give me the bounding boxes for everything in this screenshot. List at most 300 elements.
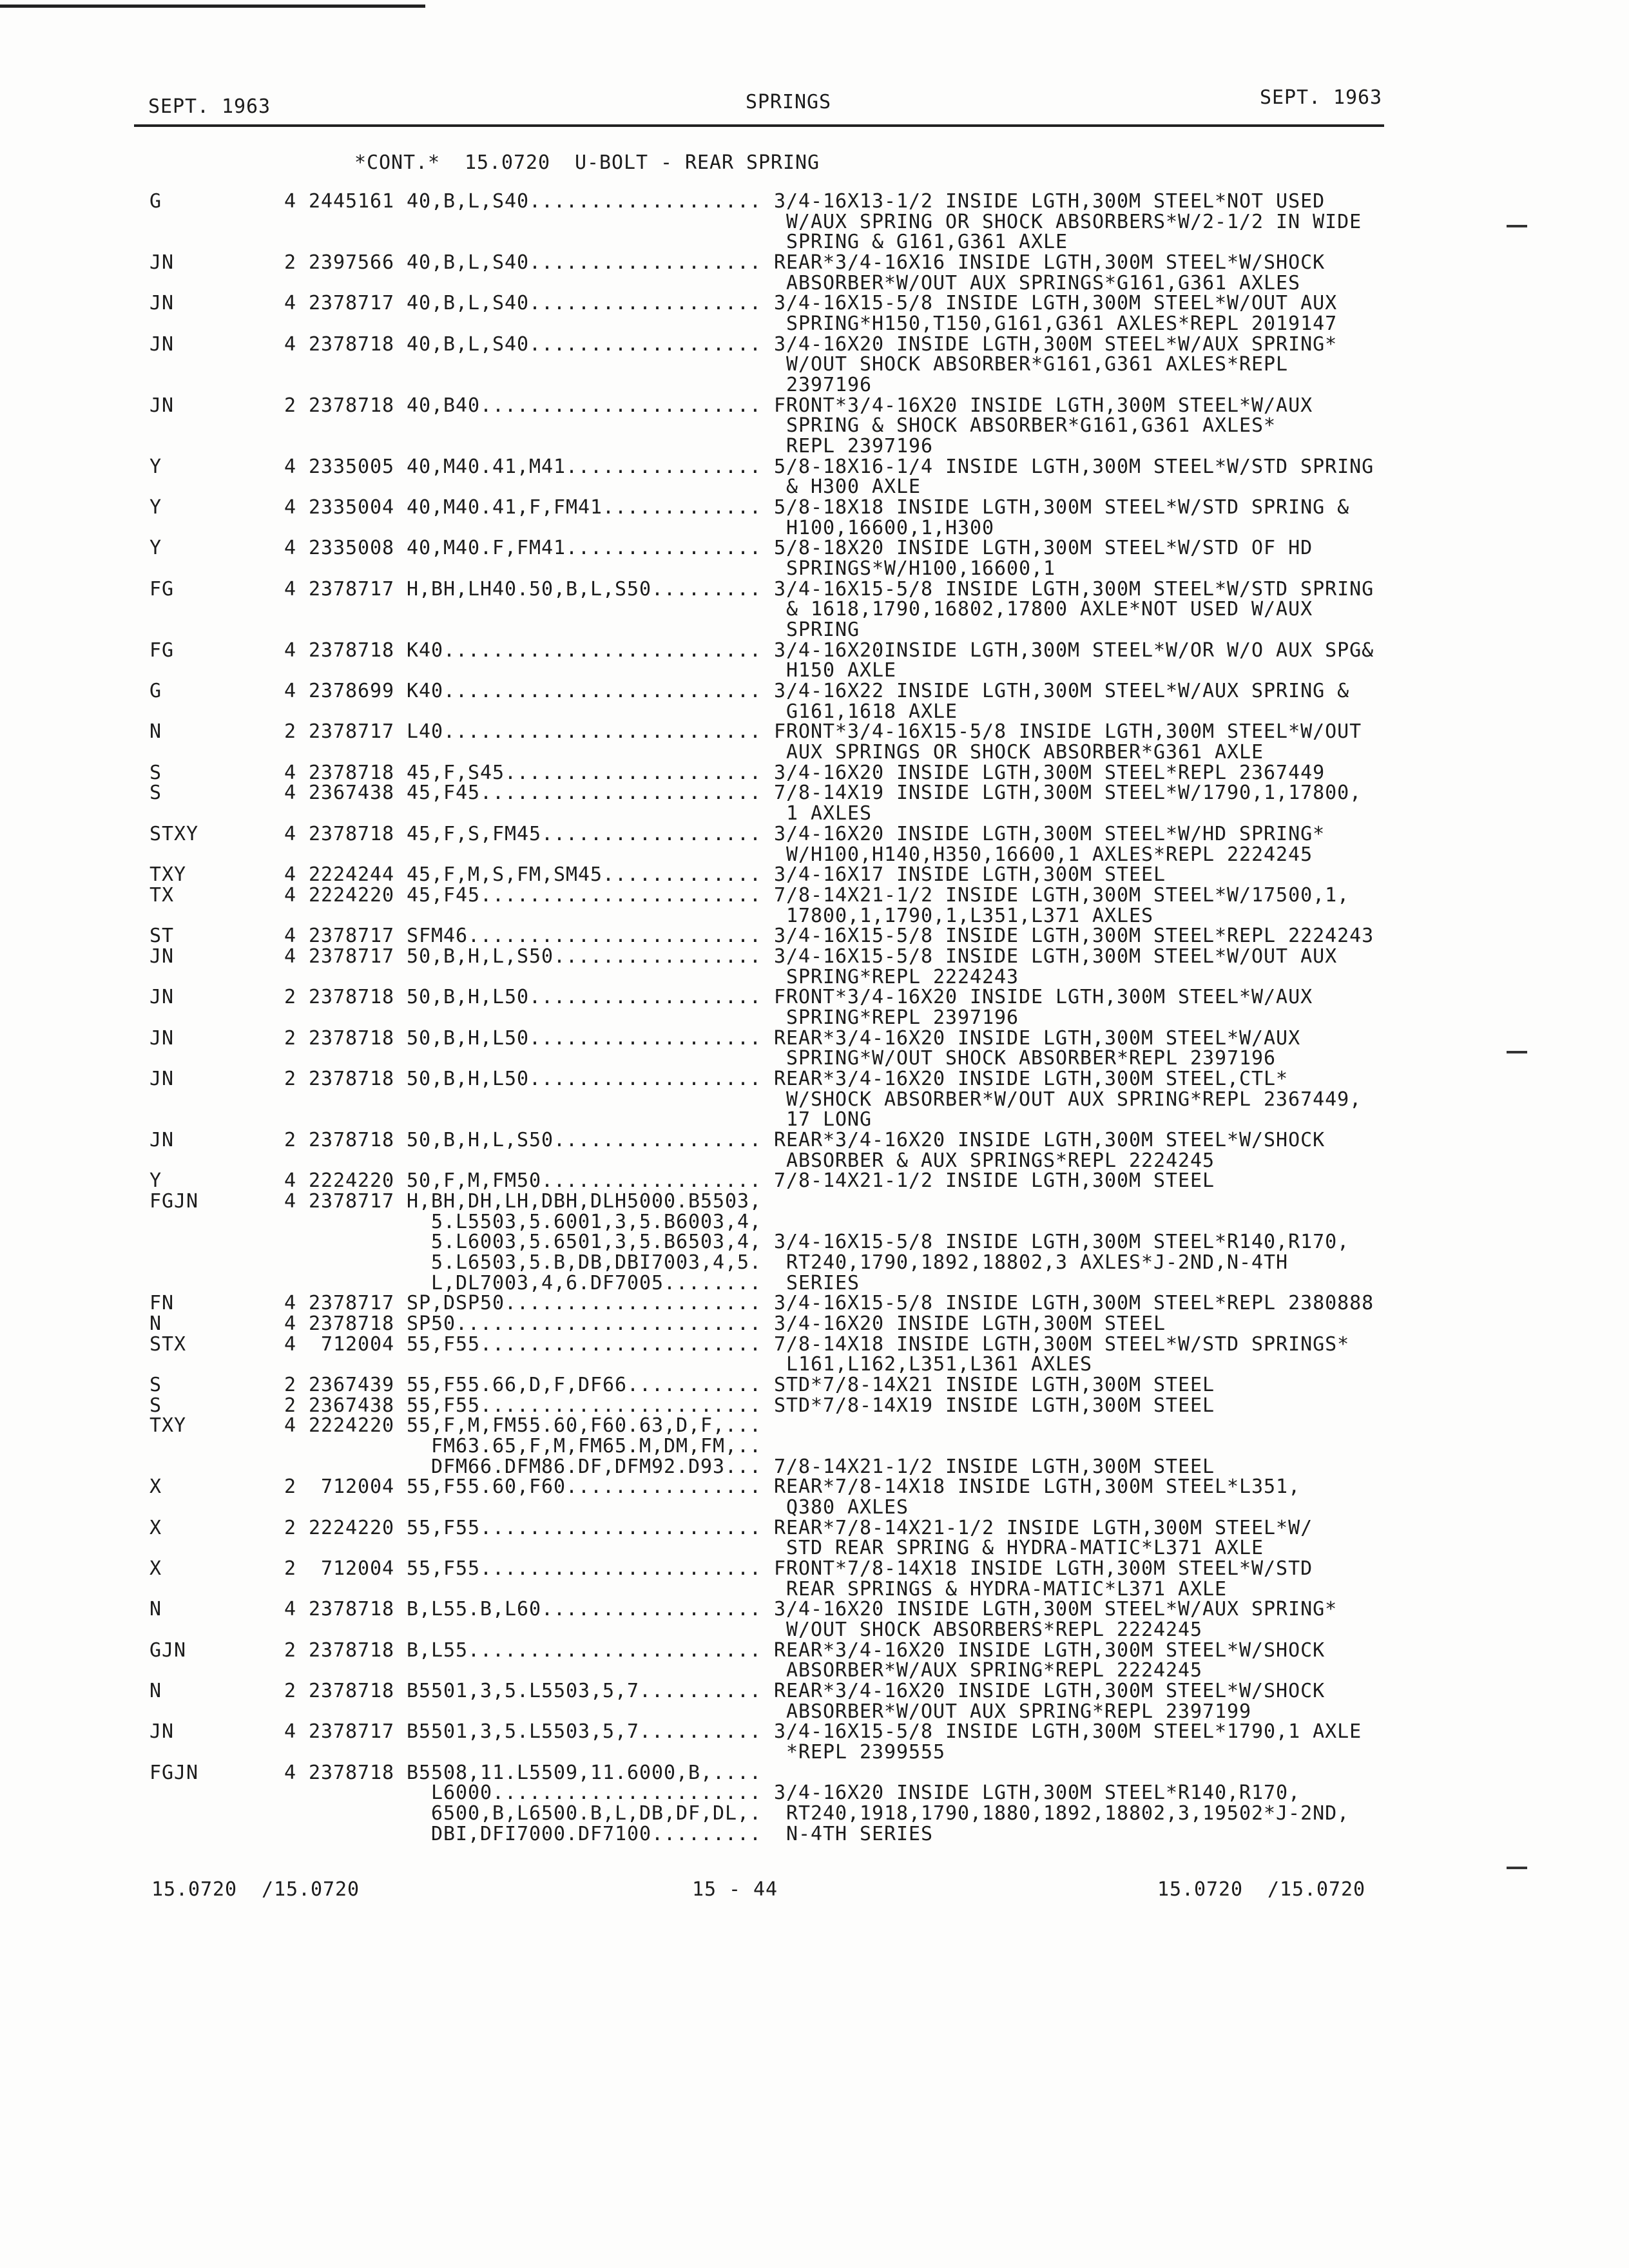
entry-line	[149, 1110, 1567, 1130]
entry-description: FRONT*3/4-16X15-5/8 INSIDE LGTH,300M STEEL*W/OUT	[774, 720, 1362, 744]
entry-line	[149, 1375, 1567, 1396]
entry-description: 7/8-14X19 INSIDE LGTH,300M STEEL*W/1790,1,17800,	[774, 782, 1362, 805]
entry-model: 55,F55.......................	[407, 1557, 762, 1581]
parts-entry	[149, 1130, 1567, 1171]
entry-part-number: 2378717	[309, 720, 395, 744]
entry-line	[149, 1538, 1567, 1559]
parts-entry	[149, 497, 1567, 538]
entry-quantity: 4	[284, 537, 297, 560]
parts-entry	[149, 538, 1567, 579]
parts-entry	[149, 947, 1567, 987]
entry-code: TXY	[149, 863, 187, 887]
entry-line	[149, 1314, 1567, 1334]
entry-line	[149, 722, 1567, 742]
entry-part-number: 2378718	[309, 332, 395, 356]
entry-code: FGJN	[149, 1761, 199, 1784]
entry-part-number: 2378717	[309, 925, 395, 948]
entry-line	[149, 660, 1567, 681]
entry-model: L40..........................	[407, 720, 762, 744]
header-date-left: SEPT. 1963	[148, 95, 271, 118]
entry-quantity: 4	[284, 680, 297, 703]
parts-entry	[149, 1334, 1567, 1375]
entry-part-number: 712004	[320, 1332, 394, 1356]
entry-code: JN	[149, 1720, 175, 1744]
parts-entry	[149, 1559, 1567, 1599]
entry-line	[149, 334, 1567, 355]
entry-model: L,DL7003,4,6.DF7005........	[431, 1271, 762, 1294]
entry-model: DBI,DFI7000.DF7100.........	[431, 1822, 762, 1845]
entry-part-number: 2378718	[309, 394, 395, 417]
entry-description: H100,16600,1,H300	[786, 516, 995, 539]
entry-description: REAR*3/4-16X20 INSIDE LGTH,300M STEEL*W/SHOCK	[774, 1128, 1325, 1151]
entry-quantity: 4	[284, 1292, 297, 1315]
entry-line	[149, 702, 1567, 722]
entry-part-number: 2378717	[309, 945, 395, 968]
entry-line	[149, 191, 1567, 212]
entry-line	[149, 212, 1567, 233]
parts-entry	[149, 191, 1567, 253]
entry-model: DFM66.DFM86.DF,DFM92.D93...	[431, 1455, 762, 1478]
scan-edge-line	[0, 5, 425, 8]
entry-description: 3/4-16X15-5/8 INSIDE LGTH,300M STEEL*W/STD SPRING	[774, 577, 1374, 601]
entry-line	[149, 354, 1567, 375]
entry-line	[149, 1640, 1567, 1661]
entry-description: & 1618,1790,16802,17800 AXLE*NOT USED W/AUX	[786, 598, 1313, 621]
entry-model: 40,B,L,S40...................	[407, 332, 762, 356]
entry-code: JN	[149, 394, 175, 417]
parts-entry	[149, 1722, 1567, 1762]
entry-description: 17800,1,1790,1,L351,L371 AXLES	[786, 904, 1154, 927]
parts-entry	[149, 926, 1567, 947]
parts-entry	[149, 885, 1567, 926]
entry-quantity: 4	[284, 455, 297, 478]
entry-description: AUX SPRINGS OR SHOCK ABSORBER*G361 AXLE	[786, 741, 1264, 764]
entry-model: SFM46........................	[407, 925, 762, 948]
entry-line	[149, 947, 1567, 967]
parts-entry	[149, 987, 1567, 1028]
entry-model: 5.L5503,5.6001,3,5.B6003,4,	[431, 1210, 762, 1233]
entry-description: REAR*3/4-16X20 INSIDE LGTH,300M STEEL*W/SHOCK	[774, 1680, 1325, 1703]
entry-line	[149, 967, 1567, 988]
entry-line	[149, 1028, 1567, 1049]
entry-part-number: 2224220	[309, 1169, 395, 1193]
page-number: 15 - 44	[692, 1878, 778, 1901]
entry-description: 3/4-16X15-5/8 INSIDE LGTH,300M STEEL*W/OUT AUX	[774, 945, 1338, 968]
entry-description: REAR SPRINGS & HYDRA-MATIC*L371 AXLE	[786, 1577, 1228, 1600]
entry-model: 45,F,S,FM45..................	[407, 822, 762, 845]
entry-code: STXY	[149, 822, 199, 845]
entry-quantity: 4	[284, 1332, 297, 1356]
entry-line	[149, 1824, 1567, 1845]
entry-part-number: 2378718	[309, 1026, 395, 1050]
entry-line	[149, 1803, 1567, 1824]
entry-description: 1 AXLES	[786, 802, 872, 825]
parts-entry	[149, 1518, 1567, 1559]
entry-model: 40,M40.41,M41................	[407, 455, 762, 478]
entry-part-number: 2224244	[309, 863, 395, 887]
entry-line	[149, 1763, 1567, 1783]
entry-part-number: 2378718	[309, 1639, 395, 1662]
entry-quantity: 4	[284, 190, 297, 213]
entry-model: 45,F,S45.....................	[407, 761, 762, 784]
parts-entry	[149, 293, 1567, 334]
entry-line	[149, 1151, 1567, 1171]
entry-part-number: 2378718	[309, 822, 395, 845]
entry-line	[149, 783, 1567, 803]
entry-description: N-4TH SERIES	[786, 1822, 934, 1845]
entry-model: B5508,11.L5509,11.6000,B,....	[407, 1761, 762, 1784]
entry-model: L6000......................	[431, 1782, 762, 1805]
entry-code: N	[149, 720, 162, 744]
entry-quantity: 4	[284, 332, 297, 356]
entry-code: FG	[149, 577, 175, 601]
entry-model: 55,F55.......................	[407, 1394, 762, 1417]
entry-code: X	[149, 1516, 162, 1539]
entry-quantity: 4	[284, 496, 297, 519]
entry-part-number: 2335008	[309, 537, 395, 560]
entry-description: FRONT*3/4-16X20 INSIDE LGTH,300M STEEL*W/AUX	[774, 394, 1313, 417]
entry-code: JN	[149, 1128, 175, 1151]
entry-description: 3/4-16X20 INSIDE LGTH,300M STEEL*W/HD SPRING*	[774, 822, 1325, 845]
entry-description: 3/4-16X15-5/8 INSIDE LGTH,300M STEEL*R140,R170,	[774, 1231, 1350, 1254]
entry-model: 50,B,H,L50...................	[407, 1026, 762, 1050]
entry-line	[149, 314, 1567, 334]
entry-line	[149, 1191, 1567, 1212]
entry-description: STD*7/8-14X21 INSIDE LGTH,300M STEEL	[774, 1373, 1215, 1396]
entry-quantity: 2	[284, 1394, 297, 1417]
entry-part-number: 712004	[320, 1557, 394, 1581]
entry-quantity: 4	[284, 639, 297, 662]
parts-entry	[149, 396, 1567, 457]
entry-quantity: 4	[284, 883, 297, 907]
entry-quantity: 4	[284, 1169, 297, 1193]
entry-line	[149, 1457, 1567, 1477]
page-title: SPRINGS	[746, 91, 832, 113]
entry-description: W/H100,H140,H350,16600,1 AXLES*REPL 2224245	[786, 843, 1313, 866]
entry-description: REAR*3/4-16X16 INSIDE LGTH,300M STEEL*W/SHOCK	[774, 251, 1325, 274]
entry-quantity: 2	[284, 986, 297, 1009]
entry-description: ABSORBER*W/AUX SPRING*REPL 2224245	[786, 1659, 1203, 1682]
entry-description: SERIES	[786, 1271, 860, 1294]
entry-code: FGJN	[149, 1189, 199, 1213]
entry-line	[149, 396, 1567, 416]
entry-line	[149, 1008, 1567, 1028]
entry-line	[149, 845, 1567, 865]
entry-line	[149, 1579, 1567, 1600]
entry-line	[149, 865, 1567, 885]
entry-description: SPRING & G161,G361 AXLE	[786, 231, 1068, 254]
parts-entry	[149, 1763, 1567, 1845]
entry-description: 3/4-16X17 INSIDE LGTH,300M STEEL	[774, 863, 1166, 887]
entry-model: B,L55.B,L60..................	[407, 1598, 762, 1621]
entry-part-number: 2224220	[309, 883, 395, 907]
entry-line	[149, 681, 1567, 702]
entry-description: SPRINGS*W/H100,16600,1	[786, 557, 1056, 581]
entry-description: W/SHOCK ABSORBER*W/OUT AUX SPRING*REPL 2367449,	[786, 1088, 1362, 1111]
entry-description: 3/4-16X20 INSIDE LGTH,300M STEEL*R140,R170,	[774, 1782, 1301, 1805]
entry-description: RT240,1918,1790,1880,1892,18802,3,19502*J-2ND,	[786, 1802, 1350, 1825]
entry-line	[149, 640, 1567, 661]
entry-part-number: 2378717	[309, 1720, 395, 1744]
entry-code: N	[149, 1598, 162, 1621]
entry-line	[149, 824, 1567, 845]
entry-description: 3/4-16X15-5/8 INSIDE LGTH,300M STEEL*REPL 2380888	[774, 1292, 1374, 1315]
entry-line	[149, 457, 1567, 477]
entry-line	[149, 375, 1567, 396]
entry-code: GJN	[149, 1639, 187, 1662]
entry-quantity: 2	[284, 1128, 297, 1151]
footer-section-range-right: 15.0720 /15.0720	[1157, 1878, 1366, 1901]
entry-description: SPRING*H150,T150,G161,G361 AXLES*REPL 2019147	[786, 312, 1338, 336]
entry-line	[149, 1396, 1567, 1416]
parts-entry	[149, 1028, 1567, 1069]
entry-description: 7/8-14X21-1/2 INSIDE LGTH,300M STEEL*W/17500,1,	[774, 883, 1350, 907]
entry-line	[149, 518, 1567, 539]
entry-line	[149, 1069, 1567, 1090]
entry-quantity: 4	[284, 577, 297, 601]
entry-part-number: 2378718	[309, 1598, 395, 1621]
parts-entry	[149, 334, 1567, 396]
entry-line	[149, 599, 1567, 620]
entry-line	[149, 620, 1567, 640]
entry-line	[149, 906, 1567, 927]
entry-line	[149, 253, 1567, 273]
entry-line	[149, 1477, 1567, 1497]
entry-model: H,BH,LH40.50,B,L,S50.........	[407, 577, 762, 601]
entry-line	[149, 1599, 1567, 1620]
parts-entry	[149, 1396, 1567, 1416]
entry-description: FRONT*7/8-14X18 INSIDE LGTH,300M STEEL*W/STD	[774, 1557, 1313, 1581]
parts-list	[149, 191, 1567, 1844]
entry-part-number: 2378717	[309, 292, 395, 315]
entry-line	[149, 273, 1567, 294]
entry-quantity: 4	[284, 1761, 297, 1784]
entry-line	[149, 1620, 1567, 1640]
entry-description: SPRING*REPL 2397196	[786, 1006, 1019, 1029]
entry-model: SP50.........................	[407, 1312, 762, 1335]
entry-quantity: 4	[284, 761, 297, 784]
entry-part-number: 2367439	[309, 1373, 395, 1396]
margin-mark	[1507, 225, 1527, 227]
entry-part-number: 2224220	[309, 1414, 395, 1437]
entry-line	[149, 559, 1567, 579]
entry-description: 3/4-16X20 INSIDE LGTH,300M STEEL*REPL 2367449	[774, 761, 1325, 784]
entry-model: 45,F45.......................	[407, 782, 762, 805]
entry-description: W/OUT SHOCK ABSORBERS*REPL 2224245	[786, 1619, 1203, 1642]
entry-model: 50,B,H,L50...................	[407, 986, 762, 1009]
parts-entry	[149, 824, 1567, 865]
entry-quantity: 2	[284, 1680, 297, 1703]
entry-model: K40..........................	[407, 680, 762, 703]
entry-code: Y	[149, 496, 162, 519]
entry-description: W/OUT SHOCK ABSORBER*G161,G361 AXLES*REPL	[786, 353, 1289, 376]
entry-model: 45,F45.......................	[407, 883, 762, 907]
entry-part-number: 2378718	[309, 986, 395, 1009]
entry-line	[149, 1497, 1567, 1518]
entry-line	[149, 1681, 1567, 1702]
entry-line	[149, 1518, 1567, 1539]
parts-entry	[149, 1069, 1567, 1130]
entry-code: S	[149, 761, 162, 784]
entry-part-number: 2378718	[309, 639, 395, 662]
entry-quantity: 4	[284, 925, 297, 948]
entry-part-number: 2378718	[309, 1312, 395, 1335]
entry-model: 50,B,H,L50...................	[407, 1067, 762, 1090]
entry-part-number: 2378718	[309, 761, 395, 784]
entry-model: 55,F,M,FM55.60,F60.63,D,F,...	[407, 1414, 762, 1437]
entry-model: 55,F55.60,F60................	[407, 1475, 762, 1499]
entry-code: FG	[149, 639, 175, 662]
entry-line	[149, 436, 1567, 457]
entry-quantity: 2	[284, 1639, 297, 1662]
parts-entry	[149, 579, 1567, 640]
entry-code: S	[149, 1394, 162, 1417]
entry-description: 3/4-16X22 INSIDE LGTH,300M STEEL*W/AUX SPRING &	[774, 680, 1350, 703]
entry-code: TX	[149, 883, 175, 907]
entry-part-number: 2378718	[309, 1067, 395, 1090]
entry-model: 5.L6503,5.B,DB,DBI7003,4,5.	[431, 1251, 762, 1274]
entry-line	[149, 232, 1567, 253]
entry-code: JN	[149, 1026, 175, 1050]
entry-quantity: 2	[284, 720, 297, 744]
entry-line	[149, 926, 1567, 947]
entry-line	[149, 293, 1567, 314]
entry-description: ABSORBER*W/OUT AUX SPRING*REPL 2397199	[786, 1700, 1252, 1723]
entry-line	[149, 1048, 1567, 1069]
header-rule	[134, 124, 1384, 127]
entry-line	[149, 497, 1567, 518]
entry-quantity: 4	[284, 945, 297, 968]
entry-quantity: 2	[284, 1475, 297, 1499]
entry-description: W/AUX SPRING OR SHOCK ABSORBERS*W/2-1/2 IN WIDE	[786, 210, 1362, 233]
entry-line	[149, 1354, 1567, 1375]
entry-model: 50,B,H,L,S50.................	[407, 945, 762, 968]
entry-quantity: 4	[284, 292, 297, 315]
entry-code: JN	[149, 292, 175, 315]
entry-code: Y	[149, 455, 162, 478]
entry-description: G161,1618 AXLE	[786, 700, 958, 723]
entry-code: X	[149, 1475, 162, 1499]
entry-model: B5501,3,5.L5503,5,7..........	[407, 1680, 762, 1703]
entry-code: G	[149, 190, 162, 213]
entry-line	[149, 1293, 1567, 1314]
entry-code: FN	[149, 1292, 175, 1315]
entry-description: RT240,1790,1892,18802,3 AXLES*J-2ND,N-4TH	[786, 1251, 1289, 1274]
parts-entry	[149, 722, 1567, 762]
entry-line	[149, 1783, 1567, 1803]
entry-description: ABSORBER*W/OUT AUX SPRINGS*G161,G361 AXLES	[786, 271, 1301, 294]
entry-quantity: 2	[284, 1557, 297, 1581]
entry-code: S	[149, 782, 162, 805]
entry-description: 5/8-18X16-1/4 INSIDE LGTH,300M STEEL*W/STD SPRING	[774, 455, 1374, 478]
entry-code: X	[149, 1557, 162, 1581]
entry-description: 17 LONG	[786, 1108, 872, 1131]
entry-part-number: 2378699	[309, 680, 395, 703]
entry-part-number: 2378718	[309, 1680, 395, 1703]
entry-model: SP,DSP50.....................	[407, 1292, 762, 1315]
entry-model: 55,F55.......................	[407, 1332, 762, 1356]
entry-model: FM63.65,F,M,FM65.M,DM,FM,..	[431, 1434, 762, 1457]
entry-model: 40,B,L,S40...................	[407, 190, 762, 213]
entry-description: STD*7/8-14X19 INSIDE LGTH,300M STEEL	[774, 1394, 1215, 1417]
entry-model: 40,B,L,S40...................	[407, 292, 762, 315]
entry-model: B,L55........................	[407, 1639, 762, 1662]
entry-line	[149, 742, 1567, 763]
entry-description: 3/4-16X20 INSIDE LGTH,300M STEEL*W/AUX SPRING*	[774, 1598, 1338, 1621]
entry-line	[149, 416, 1567, 436]
entry-model: 55,F55.66,D,F,DF66...........	[407, 1373, 762, 1396]
entry-line	[149, 579, 1567, 600]
entry-line	[149, 1253, 1567, 1273]
entry-part-number: 2378718	[309, 1761, 395, 1784]
entry-code: JN	[149, 251, 175, 274]
entry-code: JN	[149, 945, 175, 968]
entry-quantity: 4	[284, 1598, 297, 1621]
entry-description: SPRING & SHOCK ABSORBER*G161,G361 AXLES*	[786, 414, 1277, 437]
entry-model: H,BH,DH,LH,DBH,DLH5000.B5503,	[407, 1189, 762, 1213]
entry-part-number: 2378717	[309, 1292, 395, 1315]
entry-model: 45,F,M,S,FM,SM45.............	[407, 863, 762, 887]
parts-entry	[149, 1314, 1567, 1334]
entry-quantity: 4	[284, 822, 297, 845]
parts-entry	[149, 1416, 1567, 1477]
entry-line	[149, 1722, 1567, 1742]
entry-part-number: 2378718	[309, 1128, 395, 1151]
parts-entry	[149, 865, 1567, 885]
entry-description: Q380 AXLES	[786, 1496, 909, 1519]
entry-quantity: 4	[284, 1720, 297, 1744]
entry-code: JN	[149, 1067, 175, 1090]
entry-part-number: 712004	[320, 1475, 394, 1499]
entry-part-number: 2445161	[309, 190, 395, 213]
parts-entry	[149, 1293, 1567, 1314]
section-title: *CONT.* 15.0720 U-BOLT - REAR SPRING	[354, 151, 820, 174]
parts-entry	[149, 1171, 1567, 1191]
entry-code: TXY	[149, 1414, 187, 1437]
parts-entry	[149, 783, 1567, 823]
entry-code: JN	[149, 332, 175, 356]
footer-section-range-left: 15.0720 /15.0720	[151, 1878, 360, 1901]
entry-model: 40,M40.41,F,FM41.............	[407, 496, 762, 519]
entry-quantity: 2	[284, 1373, 297, 1396]
entry-quantity: 2	[284, 251, 297, 274]
entry-description: 3/4-16X20 INSIDE LGTH,300M STEEL	[774, 1312, 1166, 1335]
entry-line	[149, 987, 1567, 1008]
header-date-right: SEPT. 1963	[1260, 86, 1383, 109]
entry-code: N	[149, 1312, 162, 1335]
entry-code: Y	[149, 1169, 162, 1193]
entry-line	[149, 1273, 1567, 1294]
entry-model: 40,B40.......................	[407, 394, 762, 417]
entry-quantity: 2	[284, 1067, 297, 1090]
entry-description: ABSORBER & AUX SPRINGS*REPL 2224245	[786, 1149, 1215, 1172]
entry-code: Y	[149, 537, 162, 560]
parts-entry	[149, 253, 1567, 293]
entry-part-number: 2335004	[309, 496, 395, 519]
entry-description: *REPL 2399555	[786, 1741, 946, 1764]
entry-line	[149, 1232, 1567, 1253]
entry-model: 40,M40.F,FM41................	[407, 537, 762, 560]
entry-description: REAR*3/4-16X20 INSIDE LGTH,300M STEEL*W/SHOCK	[774, 1639, 1325, 1662]
entry-line	[149, 1334, 1567, 1355]
parts-entry	[149, 1191, 1567, 1293]
entry-line	[149, 1559, 1567, 1579]
entry-code: STX	[149, 1332, 187, 1356]
entry-code: ST	[149, 925, 175, 948]
entry-line	[149, 885, 1567, 906]
entry-description: REAR*3/4-16X20 INSIDE LGTH,300M STEEL*W/AUX	[774, 1026, 1301, 1050]
entry-model: 6500,B,L6500.B,L,DB,DF,DL,.	[431, 1802, 762, 1825]
